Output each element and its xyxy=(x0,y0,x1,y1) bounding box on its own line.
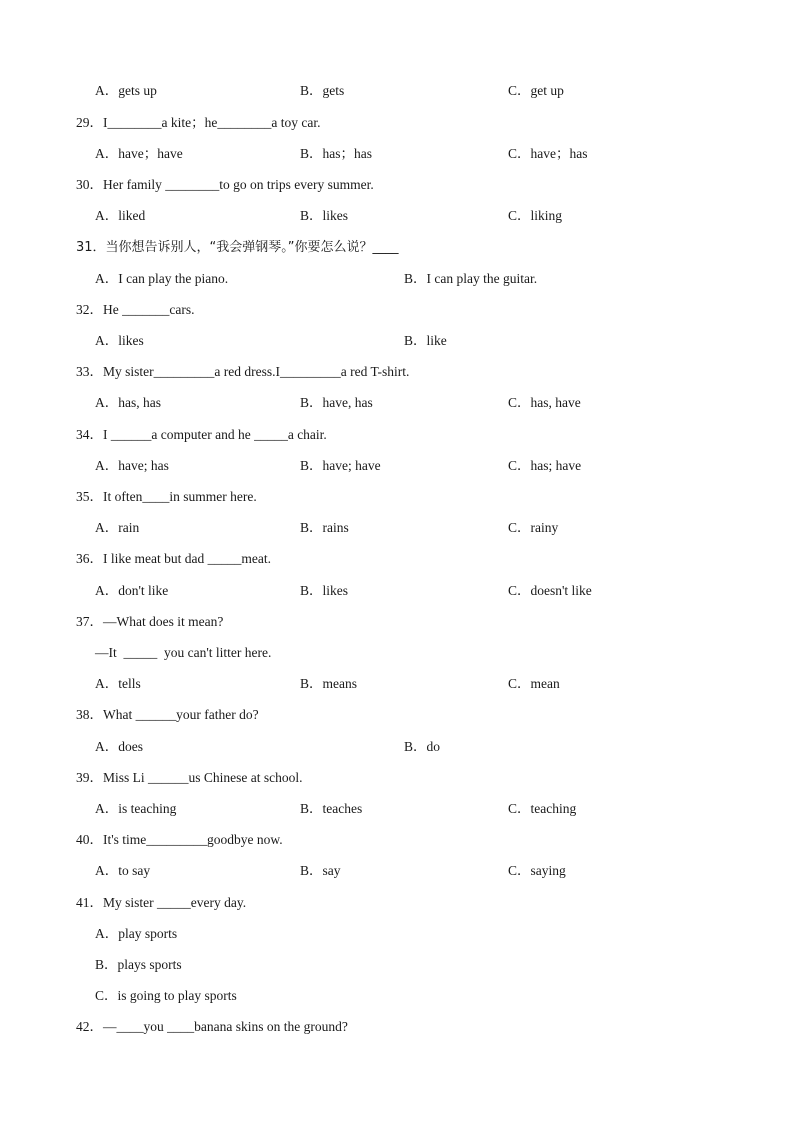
option-b: B．likes xyxy=(300,583,349,598)
option-a: A．is teaching xyxy=(95,801,177,816)
question-number: 40． xyxy=(76,832,103,847)
question-33 xyxy=(0,362,794,382)
question-stem xyxy=(76,487,257,507)
question-text: 当你想告诉别人，“我会弹钢琴。”你要怎么说？____ xyxy=(105,240,399,255)
question-text: —____you ____banana skins on the ground? xyxy=(103,1019,348,1034)
question-number: 37． xyxy=(76,614,103,629)
question-31-options xyxy=(0,269,794,289)
question-33-options xyxy=(0,393,794,413)
question-stem xyxy=(76,768,303,788)
question-32-options xyxy=(0,331,794,351)
question-stem xyxy=(76,238,399,258)
option-b: B．likes xyxy=(300,208,349,223)
question-41 xyxy=(0,893,794,913)
option-c: C．has; have xyxy=(508,458,582,473)
question-text: I like meat but dad _____meat. xyxy=(103,551,271,566)
question-38 xyxy=(0,705,794,725)
question-39 xyxy=(0,768,794,788)
option-c: C．have；has xyxy=(508,146,588,161)
question-41-option-c xyxy=(0,986,794,1006)
question-number: 33． xyxy=(76,364,103,379)
option-b: B．say xyxy=(300,863,341,878)
question-number: 32． xyxy=(76,302,103,317)
question-number: 42． xyxy=(76,1019,103,1034)
option-c: C．get up xyxy=(508,83,564,98)
question-42 xyxy=(0,1017,794,1037)
option-b: B．rains xyxy=(300,520,349,535)
option-a: A．liked xyxy=(95,208,146,223)
dialogue-line: —It _____ you can't litter here. xyxy=(95,645,272,660)
question-32 xyxy=(0,300,794,320)
option-a: A．rain xyxy=(95,520,140,535)
option-b: B．teaches xyxy=(300,801,363,816)
option-c: C．liking xyxy=(508,208,563,223)
question-text: My sister _____every day. xyxy=(103,895,247,910)
option-a: A．likes xyxy=(95,333,144,348)
question-36 xyxy=(0,549,794,569)
question-number: 29． xyxy=(76,115,103,130)
question-text: He _______cars. xyxy=(103,302,195,317)
option-a: A．tells xyxy=(95,676,141,691)
question-stem xyxy=(76,1017,348,1037)
question-stem xyxy=(76,362,409,382)
question-stem xyxy=(76,113,320,133)
question-36-options xyxy=(0,581,794,601)
question-stem xyxy=(76,705,259,725)
question-number: 34． xyxy=(76,427,103,442)
question-37 xyxy=(0,612,794,632)
option-b: B．I can play the guitar. xyxy=(404,271,538,286)
question-stem xyxy=(76,425,327,445)
question-28-options xyxy=(0,81,794,101)
option-a: A．to say xyxy=(95,863,151,878)
question-stem xyxy=(76,893,246,913)
question-38-options xyxy=(0,737,794,757)
question-stem xyxy=(76,549,271,569)
question-31 xyxy=(0,238,794,258)
option-b: B．have; have xyxy=(300,458,381,473)
question-34-options xyxy=(0,456,794,476)
option-a: A．have; has xyxy=(95,458,169,473)
option-a: A．gets up xyxy=(95,83,157,98)
option-c: C．saying xyxy=(508,863,566,878)
question-text: Her family ________to go on trips every summer. xyxy=(103,177,374,192)
question-text: My sister_________a red dress.I_________a red T-shirt. xyxy=(103,364,410,379)
question-number: 36． xyxy=(76,551,103,566)
question-30 xyxy=(0,175,794,195)
option-c: C．teaching xyxy=(508,801,577,816)
option-a: A．have；have xyxy=(95,146,183,161)
option-b: B．do xyxy=(404,739,441,754)
question-stem xyxy=(76,300,194,320)
option-b: B．has；has xyxy=(300,146,372,161)
question-text: It's time_________goodbye now. xyxy=(103,832,283,847)
option-c: C．doesn't like xyxy=(508,583,592,598)
option-a: A．does xyxy=(95,739,143,754)
question-number: 31． xyxy=(76,240,106,255)
question-30-options xyxy=(0,206,794,226)
question-37-options xyxy=(0,674,794,694)
option-c: C．has, have xyxy=(508,395,581,410)
question-number: 39． xyxy=(76,770,103,785)
question-29 xyxy=(0,113,794,133)
option-b: B．means xyxy=(300,676,357,691)
question-text: What ______your father do? xyxy=(103,707,259,722)
question-37-dialogue xyxy=(0,643,794,663)
question-29-options xyxy=(0,144,794,164)
question-41-option-a xyxy=(0,924,794,944)
question-text: —What does it mean? xyxy=(103,614,224,629)
option-c: C．rainy xyxy=(508,520,559,535)
question-35-options xyxy=(0,518,794,538)
option-a: A．I can play the piano. xyxy=(95,271,229,286)
question-number: 38． xyxy=(76,707,103,722)
option-b: B．plays sports xyxy=(95,957,182,972)
option-c: C．mean xyxy=(508,676,560,691)
question-34 xyxy=(0,425,794,445)
question-stem xyxy=(76,612,223,632)
question-stem xyxy=(76,830,283,850)
option-a: A．don't like xyxy=(95,583,169,598)
question-text: Miss Li ______us Chinese at school. xyxy=(103,770,303,785)
option-b: B．have, has xyxy=(300,395,373,410)
question-number: 41． xyxy=(76,895,103,910)
question-35 xyxy=(0,487,794,507)
option-a: A．play sports xyxy=(95,926,178,941)
question-41-option-b xyxy=(0,955,794,975)
option-b: B．gets xyxy=(300,83,345,98)
question-40-options xyxy=(0,861,794,881)
question-39-options xyxy=(0,799,794,819)
option-c: C．is going to play sports xyxy=(95,988,237,1003)
question-stem xyxy=(76,175,374,195)
option-b: B．like xyxy=(404,333,447,348)
question-text: I ______a computer and he _____a chair. xyxy=(103,427,327,442)
question-text: It often____in summer here. xyxy=(103,489,257,504)
option-a: A．has, has xyxy=(95,395,161,410)
question-text: I________a kite；he________a toy car. xyxy=(103,115,321,130)
question-number: 30． xyxy=(76,177,103,192)
question-number: 35． xyxy=(76,489,103,504)
question-40 xyxy=(0,830,794,850)
